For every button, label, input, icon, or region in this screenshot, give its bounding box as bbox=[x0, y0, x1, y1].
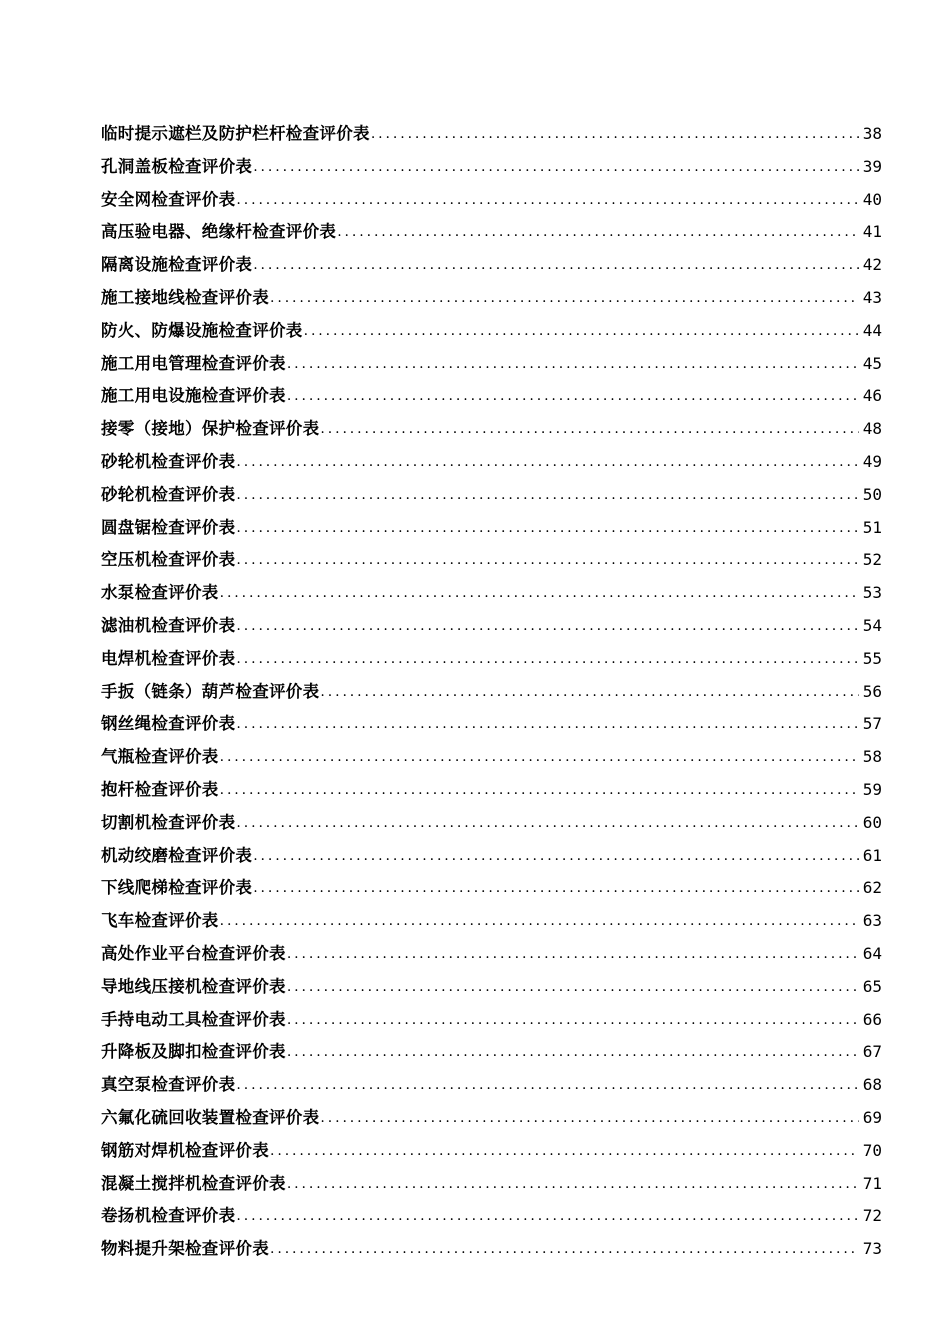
toc-entry-title: 防火、防爆设施检查评价表 bbox=[101, 320, 303, 340]
toc-entry-page-number: 60 bbox=[862, 812, 882, 832]
toc-dot-leader bbox=[235, 610, 858, 643]
toc-entry[interactable] bbox=[101, 1004, 882, 1037]
toc-entry[interactable] bbox=[101, 216, 882, 249]
toc-dot-leader bbox=[235, 512, 858, 545]
toc-entry-page-number: 58 bbox=[862, 747, 882, 767]
toc-entry-title: 物料提升架检查评价表 bbox=[101, 1239, 269, 1259]
toc-entry[interactable] bbox=[101, 184, 882, 217]
toc-dot-leader bbox=[252, 249, 859, 282]
toc-entry[interactable] bbox=[101, 544, 882, 577]
toc-entry-page-number: 46 bbox=[862, 386, 882, 406]
toc-entry[interactable] bbox=[101, 1168, 882, 1201]
toc-dot-leader bbox=[286, 1168, 859, 1201]
toc-dot-leader bbox=[252, 872, 859, 905]
toc-entry-page-number: 40 bbox=[862, 189, 882, 209]
toc-entry[interactable] bbox=[101, 1135, 882, 1168]
toc-entry-page-number: 64 bbox=[862, 943, 882, 963]
toc-entry-page-number: 54 bbox=[862, 615, 882, 635]
toc-entry-title: 砂轮机检查评价表 bbox=[101, 484, 236, 504]
toc-entry-title: 高压验电器、绝缘杆检查评价表 bbox=[101, 222, 337, 242]
table-of-contents bbox=[101, 118, 882, 1266]
toc-entry-page-number: 50 bbox=[862, 484, 882, 504]
toc-entry[interactable] bbox=[101, 380, 882, 413]
toc-entry-page-number: 69 bbox=[862, 1107, 882, 1127]
toc-entry-title: 孔洞盖板检查评价表 bbox=[101, 156, 253, 176]
toc-dot-leader bbox=[286, 971, 859, 1004]
toc-dot-leader bbox=[319, 676, 858, 709]
toc-dot-leader bbox=[235, 544, 858, 577]
toc-entry-page-number: 41 bbox=[862, 222, 882, 242]
toc-dot-leader bbox=[319, 1102, 858, 1135]
toc-entry[interactable] bbox=[101, 741, 882, 774]
toc-dot-leader bbox=[235, 184, 858, 217]
toc-entry-title: 卷扬机检查评价表 bbox=[101, 1206, 236, 1226]
toc-entry[interactable] bbox=[101, 1233, 882, 1266]
toc-dot-leader bbox=[286, 380, 859, 413]
toc-entry[interactable] bbox=[101, 577, 882, 610]
toc-entry-title: 飞车检查评价表 bbox=[101, 911, 219, 931]
toc-entry-page-number: 71 bbox=[862, 1173, 882, 1193]
toc-entry-page-number: 57 bbox=[862, 714, 882, 734]
toc-entry-page-number: 67 bbox=[862, 1042, 882, 1062]
toc-entry-page-number: 68 bbox=[862, 1075, 882, 1095]
toc-entry-title: 真空泵检查评价表 bbox=[101, 1075, 236, 1095]
toc-entry-title: 机动绞磨检查评价表 bbox=[101, 845, 253, 865]
toc-dot-leader bbox=[219, 774, 859, 807]
toc-entry[interactable] bbox=[101, 282, 882, 315]
toc-entry-title: 切割机检查评价表 bbox=[101, 812, 236, 832]
toc-entry[interactable] bbox=[101, 249, 882, 282]
toc-entry-title: 抱杆检查评价表 bbox=[101, 779, 219, 799]
toc-entry-page-number: 52 bbox=[862, 550, 882, 570]
toc-entry-title: 安全网检查评价表 bbox=[101, 189, 236, 209]
toc-entry-title: 水泵检查评价表 bbox=[101, 583, 219, 603]
toc-entry[interactable] bbox=[101, 151, 882, 184]
toc-entry-title: 砂轮机检查评价表 bbox=[101, 451, 236, 471]
toc-entry[interactable] bbox=[101, 1102, 882, 1135]
toc-entry-page-number: 59 bbox=[862, 779, 882, 799]
toc-entry-page-number: 61 bbox=[862, 845, 882, 865]
toc-dot-leader bbox=[286, 1004, 859, 1037]
toc-dot-leader bbox=[252, 151, 859, 184]
toc-entry-page-number: 45 bbox=[862, 353, 882, 373]
toc-entry[interactable] bbox=[101, 1036, 882, 1069]
toc-dot-leader bbox=[219, 905, 859, 938]
toc-entry-title: 混凝土搅拌机检查评价表 bbox=[101, 1173, 286, 1193]
toc-dot-leader bbox=[219, 577, 859, 610]
toc-dot-leader bbox=[269, 282, 859, 315]
toc-dot-leader bbox=[235, 643, 858, 676]
toc-dot-leader bbox=[286, 1036, 859, 1069]
toc-entry[interactable] bbox=[101, 676, 882, 709]
toc-entry[interactable] bbox=[101, 610, 882, 643]
toc-entry-title: 临时提示遮栏及防护栏杆检查评价表 bbox=[101, 124, 370, 143]
toc-entry[interactable] bbox=[101, 315, 882, 348]
toc-dot-leader bbox=[319, 413, 858, 446]
toc-entry[interactable] bbox=[101, 348, 882, 381]
toc-dot-leader bbox=[235, 446, 858, 479]
toc-entry-title: 空压机检查评价表 bbox=[101, 550, 236, 570]
toc-dot-leader bbox=[235, 807, 858, 840]
toc-entry-title: 滤油机检查评价表 bbox=[101, 615, 236, 635]
toc-entry-page-number: 70 bbox=[862, 1140, 882, 1160]
toc-entry-page-number: 63 bbox=[862, 911, 882, 931]
toc-dot-leader bbox=[269, 1233, 859, 1266]
toc-entry-page-number: 38 bbox=[862, 124, 882, 143]
toc-entry-page-number: 44 bbox=[862, 320, 882, 340]
toc-entry-title: 高处作业平台检查评价表 bbox=[101, 943, 286, 963]
toc-dot-leader bbox=[235, 708, 858, 741]
toc-entry-page-number: 42 bbox=[862, 255, 882, 275]
toc-entry[interactable] bbox=[101, 1069, 882, 1102]
toc-entry-page-number: 43 bbox=[862, 287, 882, 307]
toc-entry[interactable] bbox=[101, 118, 882, 151]
toc-entry-page-number: 66 bbox=[862, 1009, 882, 1029]
toc-entry-title: 六氟化硫回收装置检查评价表 bbox=[101, 1107, 320, 1127]
toc-entry-title: 气瓶检查评价表 bbox=[101, 747, 219, 767]
toc-entry[interactable] bbox=[101, 971, 882, 1004]
toc-entry[interactable] bbox=[101, 446, 882, 479]
toc-entry-page-number: 55 bbox=[862, 648, 882, 668]
toc-entry[interactable] bbox=[101, 872, 882, 905]
toc-entry-page-number: 73 bbox=[862, 1239, 882, 1259]
toc-dot-leader bbox=[235, 1069, 858, 1102]
toc-entry[interactable] bbox=[101, 512, 882, 545]
toc-entry[interactable] bbox=[101, 479, 882, 512]
toc-dot-leader bbox=[303, 315, 859, 348]
toc-dot-leader bbox=[219, 741, 859, 774]
toc-entry[interactable] bbox=[101, 708, 882, 741]
toc-dot-leader bbox=[235, 1200, 858, 1233]
toc-entry[interactable] bbox=[101, 905, 882, 938]
toc-entry-title: 隔离设施检查评价表 bbox=[101, 255, 253, 275]
toc-dot-leader bbox=[286, 348, 859, 381]
toc-entry-title: 施工接地线检查评价表 bbox=[101, 287, 269, 307]
toc-dot-leader bbox=[269, 1135, 859, 1168]
toc-entry[interactable] bbox=[101, 938, 882, 971]
toc-entry-page-number: 72 bbox=[862, 1206, 882, 1226]
toc-entry-page-number: 56 bbox=[862, 681, 882, 701]
toc-entry[interactable] bbox=[101, 774, 882, 807]
toc-entry-title: 手持电动工具检查评价表 bbox=[101, 1009, 286, 1029]
toc-entry[interactable] bbox=[101, 413, 882, 446]
toc-entry-page-number: 49 bbox=[862, 451, 882, 471]
toc-entry[interactable] bbox=[101, 1200, 882, 1233]
toc-entry-page-number: 51 bbox=[862, 517, 882, 537]
toc-entry-title: 下线爬梯检查评价表 bbox=[101, 878, 253, 898]
toc-dot-leader bbox=[370, 118, 859, 151]
toc-entry-title: 钢丝绳检查评价表 bbox=[101, 714, 236, 734]
toc-entry-page-number: 39 bbox=[862, 156, 882, 176]
toc-entry-page-number: 53 bbox=[862, 583, 882, 603]
toc-entry[interactable] bbox=[101, 840, 882, 873]
toc-entry-page-number: 65 bbox=[862, 976, 882, 996]
toc-entry-page-number: 62 bbox=[862, 878, 882, 898]
toc-entry-page-number: 48 bbox=[862, 419, 882, 439]
toc-entry-title: 导地线压接机检查评价表 bbox=[101, 976, 286, 996]
toc-entry[interactable] bbox=[101, 643, 882, 676]
toc-entry-title: 电焊机检查评价表 bbox=[101, 648, 236, 668]
toc-entry-title: 施工用电设施检查评价表 bbox=[101, 386, 286, 406]
toc-dot-leader bbox=[235, 479, 858, 512]
toc-entry[interactable] bbox=[101, 807, 882, 840]
toc-entry-title: 施工用电管理检查评价表 bbox=[101, 353, 286, 373]
toc-entry-title: 钢筋对焊机检查评价表 bbox=[101, 1140, 269, 1160]
toc-entry-title: 升降板及脚扣检查评价表 bbox=[101, 1042, 286, 1062]
toc-dot-leader bbox=[286, 938, 859, 971]
toc-dot-leader bbox=[252, 840, 859, 873]
toc-dot-leader bbox=[336, 216, 859, 249]
toc-entry-title: 手扳（链条）葫芦检查评价表 bbox=[101, 681, 320, 701]
toc-entry-title: 接零（接地）保护检查评价表 bbox=[101, 419, 320, 439]
toc-entry-title: 圆盘锯检查评价表 bbox=[101, 517, 236, 537]
